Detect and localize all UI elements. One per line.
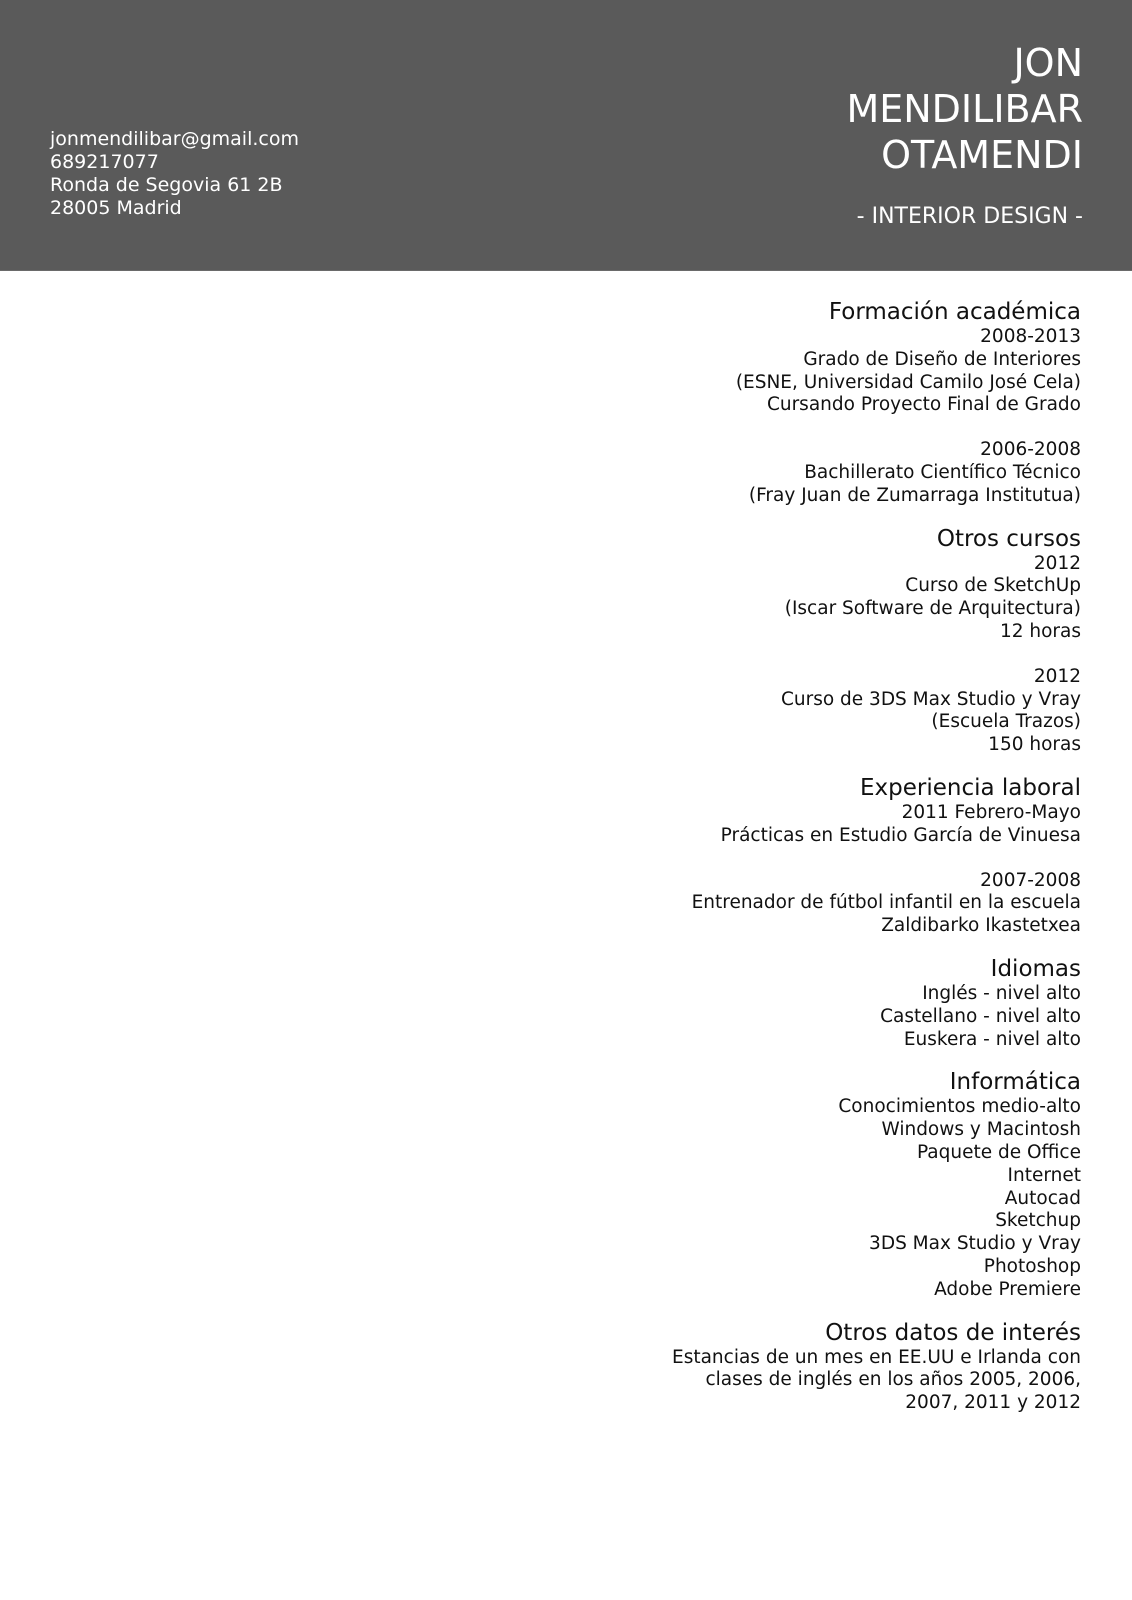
profession-tagline: - INTERIOR DESIGN - xyxy=(856,204,1083,229)
entry-line: 2011 Febrero-Mayo xyxy=(901,801,1081,823)
section-title: Informática xyxy=(949,1069,1081,1096)
entry-line: Prácticas en Estudio García de Vinuesa xyxy=(720,824,1081,846)
last-name-1: MENDILIBAR xyxy=(846,87,1083,131)
entry-line: Internet xyxy=(1007,1164,1081,1186)
address-line-1: Ronda de Segovia 61 2B xyxy=(50,174,283,196)
section-title: Otros datos de interés xyxy=(825,1319,1081,1346)
entry-line: Conocimientos medio-alto xyxy=(838,1096,1081,1118)
entry-line: (Escuela Trazos) xyxy=(931,711,1081,733)
entry xyxy=(441,1096,1081,1301)
header-banner xyxy=(0,0,1132,271)
entry-line: clases de inglés en los años 2005, 2006, xyxy=(705,1369,1081,1391)
entry-line: 2007, 2011 y 2012 xyxy=(905,1392,1081,1414)
entry-line: 150 horas xyxy=(988,734,1081,756)
entry-line: Paquete de Office xyxy=(916,1141,1081,1163)
entry-line: Autocad xyxy=(1004,1187,1081,1209)
section-title: Idiomas xyxy=(990,955,1081,982)
entry xyxy=(441,326,1081,417)
entry-line: 2008-2013 xyxy=(980,326,1081,347)
entry xyxy=(441,802,1081,848)
entry-line: Cursando Proyecto Final de Grado xyxy=(766,394,1081,416)
entry xyxy=(441,553,1081,644)
email-text: jonmendilibar@gmail.com xyxy=(50,128,299,150)
entry xyxy=(441,666,1081,757)
entry-line: Castellano - nivel alto xyxy=(880,1005,1081,1027)
entry-line: Inglés - nivel alto xyxy=(922,982,1081,1004)
entry-line: Bachillerato Científico Técnico xyxy=(804,461,1081,483)
entry xyxy=(441,983,1081,1051)
first-name: JON xyxy=(1013,41,1083,85)
section-formacion xyxy=(441,298,1081,508)
entry-line: 2012 xyxy=(1033,552,1081,574)
contact-info xyxy=(50,128,299,220)
entry-line: Sketchup xyxy=(995,1210,1081,1232)
entry-line: Estancias de un mes en EE.UU e Irlanda con xyxy=(672,1346,1081,1368)
entry-line: (ESNE, Universidad Camilo José Cela) xyxy=(735,371,1081,393)
section-title: Experiencia laboral xyxy=(859,774,1081,801)
section-title: Formación académica xyxy=(828,299,1081,325)
section-informatica xyxy=(441,1068,1081,1301)
section-idiomas xyxy=(441,955,1081,1051)
entry-line: 2007-2008 xyxy=(980,869,1081,891)
entry xyxy=(441,1347,1081,1415)
entry-line: Adobe Premiere xyxy=(934,1278,1081,1300)
entry-line: Euskera - nivel alto xyxy=(903,1028,1081,1050)
entry-line: Entrenador de fútbol infantil en la escuela xyxy=(691,892,1081,914)
entry-line: (Iscar Software de Arquitectura) xyxy=(784,598,1081,620)
entry xyxy=(441,870,1081,938)
name-block xyxy=(846,40,1083,230)
entry-line: (Fray Juan de Zumarraga Institutua) xyxy=(748,484,1081,506)
entry-line: Photoshop xyxy=(983,1255,1081,1277)
entry-line: Curso de SketchUp xyxy=(905,575,1081,597)
section-title: Otros cursos xyxy=(936,525,1081,552)
entry xyxy=(441,439,1081,507)
section-otros xyxy=(441,1319,1081,1415)
entry-line: Grado de Diseño de Interiores xyxy=(803,348,1081,370)
entry-line: Zaldibarko Ikastetxea xyxy=(881,915,1081,937)
section-experiencia xyxy=(441,774,1081,938)
section-cursos xyxy=(441,525,1081,757)
entry-line: 12 horas xyxy=(999,620,1081,642)
cv-content xyxy=(441,298,1081,1415)
entry-line: Curso de 3DS Max Studio y Vray xyxy=(780,688,1081,710)
entry-line: 2012 xyxy=(1033,665,1081,687)
entry-line: 2006-2008 xyxy=(980,439,1081,461)
address-line-2: 28005 Madrid xyxy=(50,197,182,219)
last-name-2: OTAMENDI xyxy=(881,133,1083,177)
entry-line: 3DS Max Studio y Vray xyxy=(869,1233,1081,1255)
entry-line: Windows y Macintosh xyxy=(881,1119,1081,1141)
phone-text: 689217077 xyxy=(50,151,159,173)
